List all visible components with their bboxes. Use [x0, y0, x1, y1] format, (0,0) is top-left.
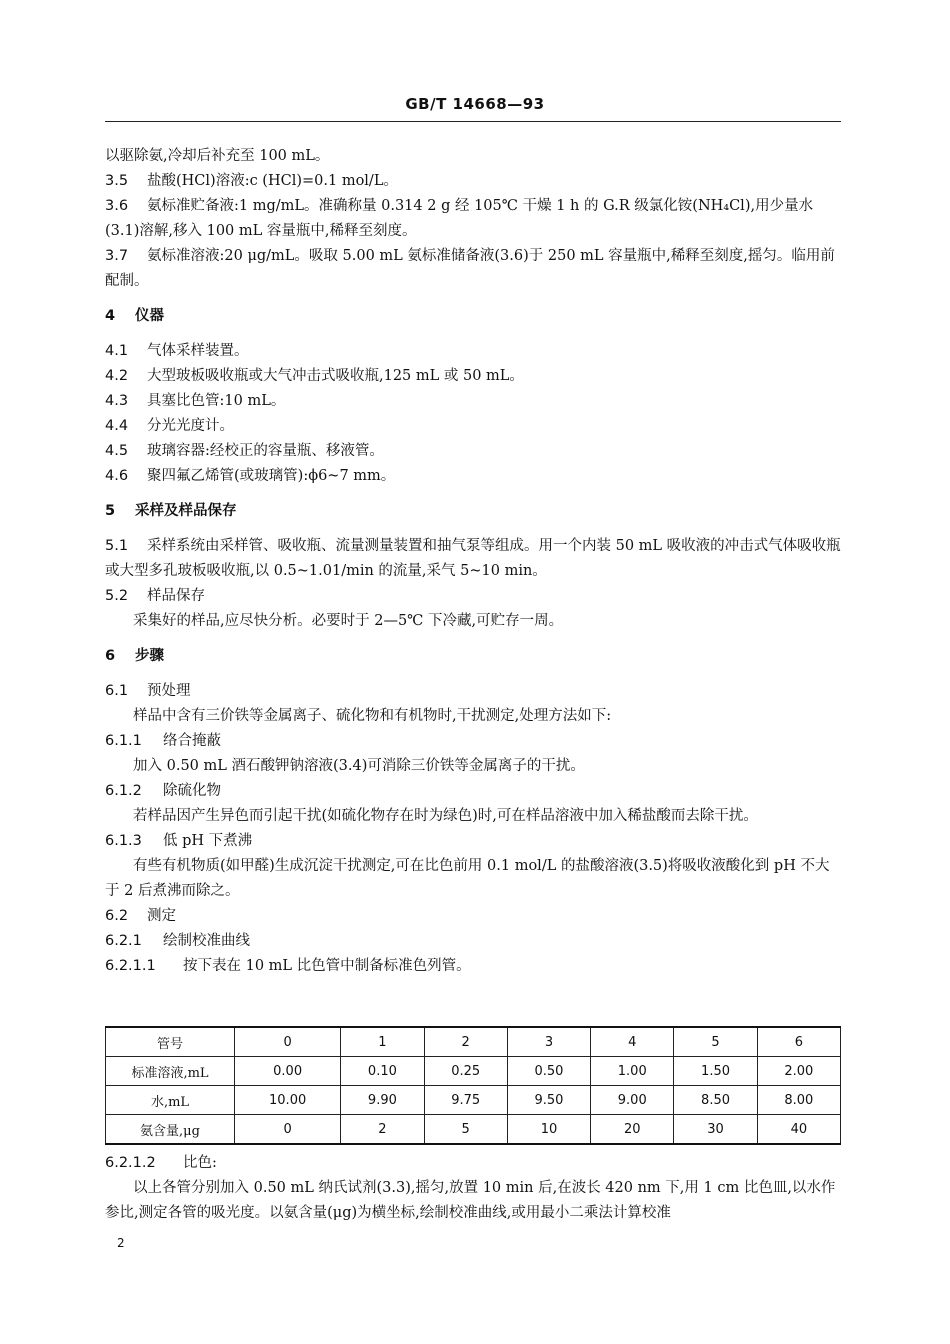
table-cell: 4: [591, 1027, 674, 1057]
clause-4-6: 4.6 聚四氟乙烯管(或玻璃管):ϕ6~7 mm。: [105, 468, 396, 484]
table-row: [106, 1086, 841, 1115]
section-heading-4: 4 仪器: [105, 308, 164, 324]
table-row: [106, 1027, 841, 1057]
clause-5-2-body: 采集好的样品,应尽快分析。必要时于 2—5℃ 下冷藏,可贮存一周。: [133, 613, 564, 629]
table-cell: 5: [424, 1115, 507, 1145]
clause-4-3: 4.3 具塞比色管:10 mL。: [105, 393, 286, 409]
page-number: 2: [117, 1236, 125, 1250]
clause-6-2-1-2: 6.2.1.2 比色:: [105, 1155, 217, 1171]
clause-6-2-1: 6.2.1 绘制校准曲线: [105, 933, 250, 949]
clause-3-6: 3.6 氨标准贮备液:1 mg/mL。准确称量 0.314 2 g 经 105℃ 干燥 1 h 的 G.R 级氯化铵(NH₄Cl),用少量水(3.1)溶解,移入 100 mL 容量瓶中,稀释至刻度。: [105, 198, 814, 239]
clause-3-5: 3.5 盐酸(HCl)溶液:c (HCl)=0.1 mol/L。: [105, 173, 398, 189]
clause-6-2-1-1: 6.2.1.1 按下表在 10 mL 比色管中制备标准色列管。: [105, 958, 471, 974]
section-heading-5: 5 采样及样品保存: [105, 503, 237, 519]
table-cell: 2: [424, 1027, 507, 1057]
table-cell: 0.10: [341, 1057, 424, 1086]
table-cell: 8.00: [757, 1086, 840, 1115]
clause-4-4: 4.4 分光光度计。: [105, 418, 234, 434]
table-cell: 0: [235, 1027, 341, 1057]
clause-6-1-1: 6.1.1 络合掩蔽: [105, 733, 221, 749]
table-cell: 9.50: [507, 1086, 590, 1115]
paragraph-continuation: 以驱除氨,冷却后补充至 100 mL。: [105, 148, 330, 164]
table-cell: 2: [341, 1115, 424, 1145]
after-table-content: [105, 1151, 841, 1226]
clause-6-2-1-2-body: 以上各管分别加入 0.50 mL 纳氏试剂(3.3),摇匀,放置 10 min 后,在波长 420 nm 下,用 1 cm 比色皿,以水作参比,测定各管的吸光度。以氨含量(μg)为横坐标,绘制校准曲线,或用最小二乘法计算校准: [105, 1180, 836, 1221]
table-cell: 9.75: [424, 1086, 507, 1115]
table-cell: 40: [757, 1115, 840, 1145]
table-row: [106, 1115, 841, 1145]
table-cell: 0.50: [507, 1057, 590, 1086]
section-heading-6: 6 步骤: [105, 648, 164, 664]
table-cell: 10.00: [235, 1086, 341, 1115]
table-cell: 9.90: [341, 1086, 424, 1115]
table-cell: 0.00: [235, 1057, 341, 1086]
table-cell: 30: [674, 1115, 757, 1145]
table-row-label: 标准溶液,mL: [106, 1057, 235, 1086]
table-cell: 2.00: [757, 1057, 840, 1086]
clause-5-2: 5.2 样品保存: [105, 588, 205, 604]
table-row-label: 管号: [106, 1027, 235, 1057]
clause-6-2: 6.2 测定: [105, 908, 176, 924]
table-cell: 1.50: [674, 1057, 757, 1086]
clause-6-1-3-body: 有些有机物质(如甲醛)生成沉淀干扰测定,可在比色前用 0.1 mol/L 的盐酸溶液(3.5)将吸收液酸化到 pH 不大于 2 后煮沸而除之。: [105, 858, 830, 899]
document-header-code: GB/T 14668—93: [405, 95, 545, 113]
table-cell: 0.25: [424, 1057, 507, 1086]
table-cell: 5: [674, 1027, 757, 1057]
table-cell: 3: [507, 1027, 590, 1057]
table-row-label: 氨含量,μg: [106, 1115, 235, 1145]
table-cell: 10: [507, 1115, 590, 1145]
table-cell: 6: [757, 1027, 840, 1057]
table-cell: 8.50: [674, 1086, 757, 1115]
main-content: [105, 144, 841, 979]
clause-6-1-1-body: 加入 0.50 mL 酒石酸钾钠溶液(3.4)可消除三价铁等金属离子的干扰。: [133, 758, 585, 774]
clause-5-1: 5.1 采样系统由采样管、吸收瓶、流量测量装置和抽气泵等组成。用一个内装 50 mL 吸收液的冲击式气体吸收瓶或大型多孔玻板吸收瓶,以 0.5~1.01/min 的流量,采气 5~10 min。: [105, 538, 841, 579]
clause-6-1: 6.1 预处理: [105, 683, 191, 699]
standard-series-table: [105, 1026, 841, 1145]
clause-4-5: 4.5 玻璃容器:经校正的容量瓶、移液管。: [105, 443, 384, 459]
clause-3-7: 3.7 氨标准溶液:20 μg/mL。吸取 5.00 mL 氨标准储备液(3.6)于 250 mL 容量瓶中,稀释至刻度,摇匀。临用前配制。: [105, 248, 835, 289]
clause-4-1: 4.1 气体采样装置。: [105, 343, 249, 359]
table-cell: 9.00: [591, 1086, 674, 1115]
header-rule: [105, 121, 841, 122]
table-cell: 1.00: [591, 1057, 674, 1086]
table-row: [106, 1057, 841, 1086]
table-cell: 0: [235, 1115, 341, 1145]
clause-6-1-3: 6.1.3 低 pH 下煮沸: [105, 833, 253, 849]
clause-6-1-body: 样品中含有三价铁等金属离子、硫化物和有机物时,干扰测定,处理方法如下:: [133, 708, 612, 724]
clause-6-1-2: 6.1.2 除硫化物: [105, 783, 221, 799]
table-cell: 1: [341, 1027, 424, 1057]
table-row-label: 水,mL: [106, 1086, 235, 1115]
clause-4-2: 4.2 大型玻板吸收瓶或大气冲击式吸收瓶,125 mL 或 50 mL。: [105, 368, 524, 384]
table-cell: 20: [591, 1115, 674, 1145]
clause-6-1-2-body: 若样品因产生异色而引起干扰(如硫化物存在时为绿色)时,可在样品溶液中加入稀盐酸而去除干扰。: [133, 808, 758, 824]
